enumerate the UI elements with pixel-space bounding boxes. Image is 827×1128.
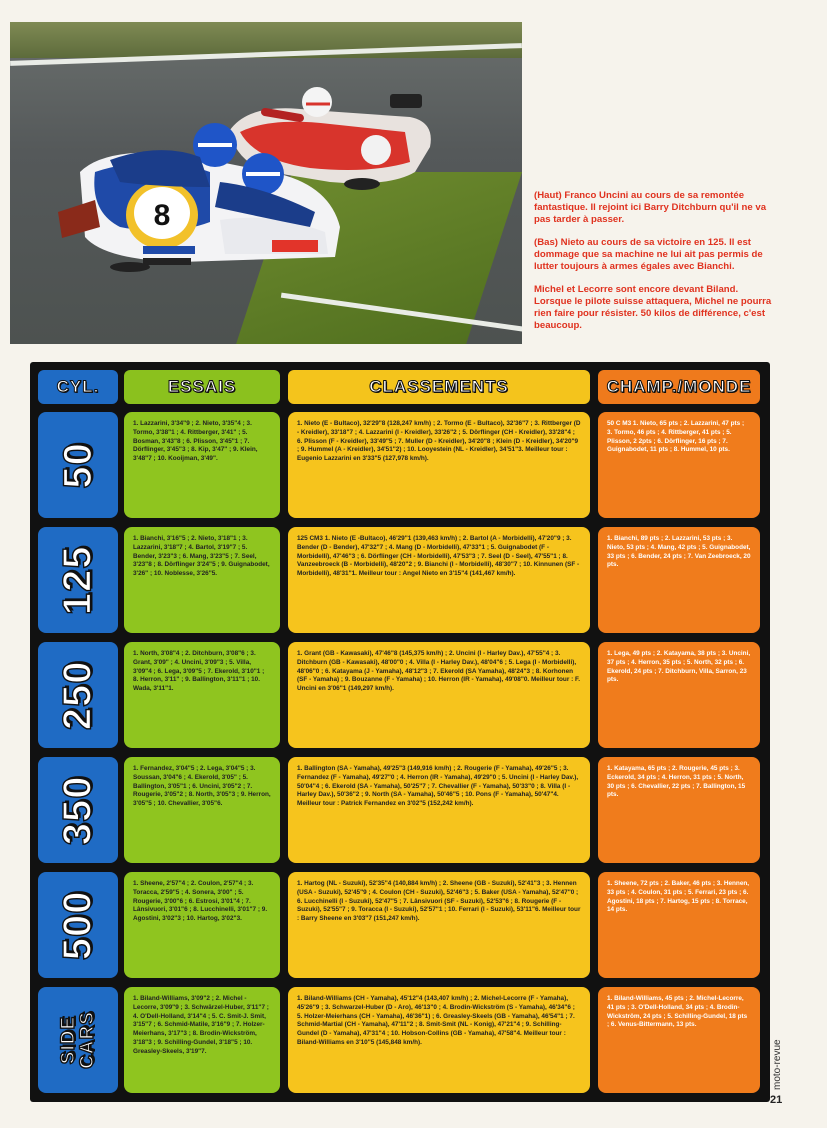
sidecar-number: 8 bbox=[153, 199, 171, 232]
header-classements: CLASSEMENTS bbox=[288, 370, 590, 404]
cyl-label: 500 bbox=[55, 890, 100, 960]
table-row bbox=[30, 872, 770, 980]
magazine-name-text: moto-revue bbox=[772, 1039, 783, 1090]
caption-paragraph: (Bas) Nieto au cours de sa victoire en 125. Il est dommage que sa machine ne lui ait pas permis de lutter toujours à armes égales avec Bianchi. bbox=[534, 237, 763, 272]
magazine-name bbox=[772, 1030, 786, 1090]
cyl-cell bbox=[38, 872, 118, 978]
champ-cell: 1. Bianchi, 89 pts ; 2. Lazzarini, 53 pts ; 3. Nieto, 53 pts ; 4. Mang, 42 pts ; 5. Guignabodet, 33 pts ; 6. Bender, 24 pts ; 7. Van Zeebroeck, 20 pts. bbox=[598, 527, 760, 633]
essais-cell: 1. Sheene, 2'57"4 ; 2. Coulon, 2'57"4 ; 3. Toracca, 2'59"5 ; 4. Sonera, 3'00" ; 5. Rougerie, 3'00"6 ; 6. Estrosi, 3'01"4 ; 7. Lânsivuori, 3'01"6 ; 8. Lucchinelli, 3'01"7 ; 9. Agostini, 3'02"3 ; 10. Hartog, 3'02"3. bbox=[124, 872, 280, 978]
header-essais: ESSAIS bbox=[124, 370, 280, 404]
essais-cell: 1. Lazzarini, 3'34"9 ; 2. Nieto, 3'35"4 ; 3. Tormo, 3'38"1 ; 4. Rittberger, 3'41" ; 5. Bosman, 3'43"8 ; 6. Plisson, 3'45"1 ; 7. Dörflinger, 3'45"3 ; 8. Kip, 3'47" ; 9. Klein, 3'48"7 ; 10. Kooijman, 3'49". bbox=[124, 412, 280, 518]
cyl-label: 250 bbox=[55, 660, 100, 730]
cyl-cell bbox=[38, 757, 118, 863]
table-row bbox=[30, 987, 770, 1095]
champ-cell: 1. Katayama, 65 pts ; 2. Rougerie, 45 pts ; 3. Eckerold, 34 pts ; 4. Herron, 31 pts ; 5. North, 30 pts ; 6. Chevallier, 22 pts ; 7. Ballington, 15 pts. bbox=[598, 757, 760, 863]
classements-cell: 1. Hartog (NL - Suzuki), 52'35"4 (140,884 km/h) ; 2. Sheene (GB - Suzuki), 52'41"3 ; 3. Hennen (USA - Suzuki), 52'45"9 ; 4. Coulon (CH - Suzuki), 52'46"3 ; 5. Baker (USA - Yamaha), 52'47"0 ; 6. Lucchinelli (I - Suzuki), 52'47"5 ; 7. Lânsivuori (SF - Suzuki), 52'53"6 ; 8. Rougerie (F - Suzuki), 52'55"7 ; 9. Toracca (I - Suzuki), 52'57"1 ; 10. Ferrari (I - Suzuki), 53'11"6. Meilleur tour : Barry Sheene en 3'03"7 (151,247 km/h). bbox=[288, 872, 590, 978]
table-row bbox=[30, 412, 770, 520]
classements-cell: 1. Grant (GB - Kawasaki), 47'46"8 (145,375 km/h) ; 2. Uncini (I - Harley Dav.), 47'55"4 ; 3. Ditchburn (GB - Kawasaki), 48'00"0 ; 4. Villa (I - Harley Dav.), 48'04"6 ; 5. Lega (I - Morbidelli), 48'06"0 ; 6. Katayama (J - Yamaha), 48'12"3 ; 7. Ekerold (SA Yamaha), 48'24"3 ; 8. Korhonen (SF - Yamaha) ; 9. Bouzanne (F - Yamaha) ; 10. Herron (IR - Yamaha), 49'08"0. Meilleur tour : F. Uncini en 3'06"1 (149,297 km/h). bbox=[288, 642, 590, 748]
cyl-cell bbox=[38, 527, 118, 633]
caption-paragraph: (Haut) Franco Uncini au cours de sa remontée fantastique. Il rejoint ici Barry Ditchburn qu'il ne va pas tarder à passer. bbox=[534, 190, 767, 225]
cyl-cell bbox=[38, 987, 118, 1093]
essais-cell: 1. Biland-Williams, 3'09"2 ; 2. Michel - Lecorre, 3'09"9 ; 3. Schwärzel-Huber, 3'11"7 ; 4. O'Dell-Holland, 3'14"4 ; 5. C. Smit-J. Smit, 3'15"7 ; 6. Schmid-Matile, 3'16"9 ; 7. Holzer-Meierhans, 3'17"3 ; 8. Brodin-Wickström, 3'18"3 ; 9. Schilling-Gundel, 3'18"5 ; 10. Greasley-Skeels, 3'19"7. bbox=[124, 987, 280, 1093]
cyl-label: 350 bbox=[55, 775, 100, 845]
cyl-label: SIDE CARS bbox=[58, 1011, 98, 1069]
photo-caption bbox=[534, 190, 774, 343]
header-champ-monde: CHAMP./MONDE bbox=[598, 370, 760, 404]
essais-cell: 1. North, 3'08"4 ; 2. Ditchburn, 3'08"6 ; 3. Grant, 3'09" ; 4. Uncini, 3'09"3 ; 5. Villa, 3'09"4 ; 6. Lega, 3'09"5 ; 7. Ekerold, 3'10"1 ; 8. Herron, 3'11" ; 9. Ballington, 3'11"1 ; 10. Wada, 3'11"1. bbox=[124, 642, 280, 748]
classements-cell: 1. Biland-Williams (CH - Yamaha), 45'12"4 (143,407 km/h) ; 2. Michel-Lecorre (F - Yamaha), 45'26"9 ; 3. Schwarzel-Huber (D - Aro), 46'13"0 ; 4. Brodin-Wickström (S - Yamaha), 46'34"6 ; 5. Holzer-Meierhans (CH - Yamaha), 46'36"1) ; 6. Greasley-Skeels (GB - Yamaha), 46'54"1 ; 7. Schmid-Martial (CH - Yamaha), 47'11"2 ; 8. Smit-Smit (NL - Konig), 47'21"4 ; 9. Schilling-Gundel (D - Yamaha), 47'31"4 ; 10. Hobson-Collins (GB - Yamaha), 47'58"4. Meilleur tour : Biland-Williams en 3'10"5 (145,848 km/h). bbox=[288, 987, 590, 1093]
cyl-label: 125 bbox=[55, 545, 100, 615]
table-row bbox=[30, 642, 770, 750]
champ-cell: 1. Sheene, 72 pts ; 2. Baker, 46 pts ; 3. Hennen, 33 pts ; 4. Coulon, 31 pts ; 5. Ferrari, 23 pts ; 6. Agostini, 18 pts ; 7. Hartog, 15 pts ; 8. Torrace, 14 pts. bbox=[598, 872, 760, 978]
caption-paragraph: Michel et Lecorre sont encore devant Biland. Lorsque le pilote suisse attaquera, Michel ne pourra rien faire pour résister. 50 kilos de différence, c'est beaucoup. bbox=[534, 284, 772, 331]
champ-cell: 50 C M3 1. Nieto, 65 pts ; 2. Lazzarini, 47 pts ; 3. Tormo, 46 pts ; 4. Rittberger, 41 pts ; 5. Plisson, 2 2pts ; 6. Dörflinger, 16 pts ; 7. Guignabodet, 11 pts ; 8. Hummel, 10 pts. bbox=[598, 412, 760, 518]
race-photo bbox=[10, 22, 522, 344]
cyl-label: 50 bbox=[55, 441, 100, 489]
table-row bbox=[30, 757, 770, 865]
champ-cell: 1. Biland-Williams, 45 pts ; 2. Michel-Lecorre, 41 pts ; 3. O'Dell-Holland, 34 pts ; 4. Brodin-Wickström, 24 pts ; 5. Schilling-Gundel, 18 pts ; 6. Venus-Bittermann, 13 pts. bbox=[598, 987, 760, 1093]
essais-cell: 1. Fernandez, 3'04"5 ; 2. Lega, 3'04"5 ; 3. Soussan, 3'04"6 ; 4. Ekerold, 3'05" ; 5. Ballington, 3'05"1 ; 6. Uncini, 3'05"2 ; 7. Rougerie, 3'05"2 ; 8. North, 3'05"3 ; 9. Herron, 3'05"5 ; 10. Chevallier, 3'05"6. bbox=[124, 757, 280, 863]
header-cyl: CYL. bbox=[38, 370, 118, 404]
results-table bbox=[30, 362, 770, 1102]
table-row bbox=[30, 527, 770, 635]
classements-cell: 125 CM3 1. Nieto (E -Bultaco), 46'29"1 (139,463 km/h) ; 2. Bartol (A - Morbidelli), 47'20"9 ; 3. Bender (D - Bender), 47'32"7 ; 4. Mang (D - Morbidelli), 47'33"1 ; 5. Guignabodet (F - Morbidelli), 47'46"3 ; 6. Dörflinger (CH - Morbidelli), 47'53"3 ; 7. Seel (D - Seel), 47'55"1 ; 8. Vanzeebroeck (B - Morbidelli), 48'20"2 ; 9. Bianchi (I - Morbidelli), 48'30"7 ; 10. Kinnunen (SF - Morbidelli), 48'31"1. Meilleur tour : Angel Nieto en 3'15"4 (141,467 km/h). bbox=[288, 527, 590, 633]
essais-cell: 1. Bianchi, 3'16"5 ; 2. Nieto, 3'18"1 ; 3. Lazzarini, 3'18"7 ; 4. Bartol, 3'19"7 ; 5. Bender, 3'23"3 ; 6. Mang, 3'23"5 ; 7. Seel, 3'23"8 ; 8. Dörflinger 3'24"5 ; 9. Guignabodet, 3'26" ; 10. Noblesse, 3'26"5. bbox=[124, 527, 280, 633]
classements-cell: 1. Ballington (SA - Yamaha), 49'25"3 (149,916 km/h) ; 2. Rougerie (F - Yamaha), 49'26"5 ; 3. Fernandez (F - Yamaha), 49'27"0 ; 4. Herron (IR - Yamaha), 49'29"0 ; 5. Uncini (I - Harley Dav.), 50'04"4 ; 6. Ekerold (SA - Yamaha), 50'25"7 ; 7. Chevallier (F - Yamaha), 50'33"0 ; 8. Villa (I - Harley Dav.), 50'36"2 ; 9. North (SA - Yamaha), 50'46"5 ; 10. Pons (F - Yamaha), 50'47"4. Meilleur tour : Patrick Fernandez en 3'02"5 (152,242 km/h). bbox=[288, 757, 590, 863]
champ-cell: 1. Lega, 49 pts ; 2. Katayama, 38 pts ; 3. Uncini, 37 pts ; 4. Herron, 35 pts ; 5. North, 32 pts ; 6. Ekerold, 24 pts ; 7. Ditchburn, Villa, Sarron, 23 pts. bbox=[598, 642, 760, 748]
classements-cell: 1. Nieto (E - Bultaco), 32'29"8 (128,247 km/h) ; 2. Tormo (E - Bultaco), 32'36"7 ; 3. Rittberger (D - Kreidler), 33'18"7 ; 4. Lazzarini (I - Kreidler), 33'26"2 ; 5. Dörflinger (CH - Kreidler), 33'28"4 ; 6. Plisson (F - Kreidler), 33'49"5 ; 7. Muller (D - Kreidler), 34'20"8 ; Klein (D - Kreidler), 34'20"9 ; 9. Hummel (A - Kreidler), 34'51"2) ; 10. Looyestein (NL - Kreidler), 34'51"3. Meilleur tour : Eugenio Lazzarini en 3'33"5 (127,978 km/h). bbox=[288, 412, 590, 518]
cyl-cell bbox=[38, 412, 118, 518]
sidecars-illustration bbox=[10, 22, 522, 344]
page-number: 21 bbox=[770, 1094, 783, 1106]
cyl-cell bbox=[38, 642, 118, 748]
